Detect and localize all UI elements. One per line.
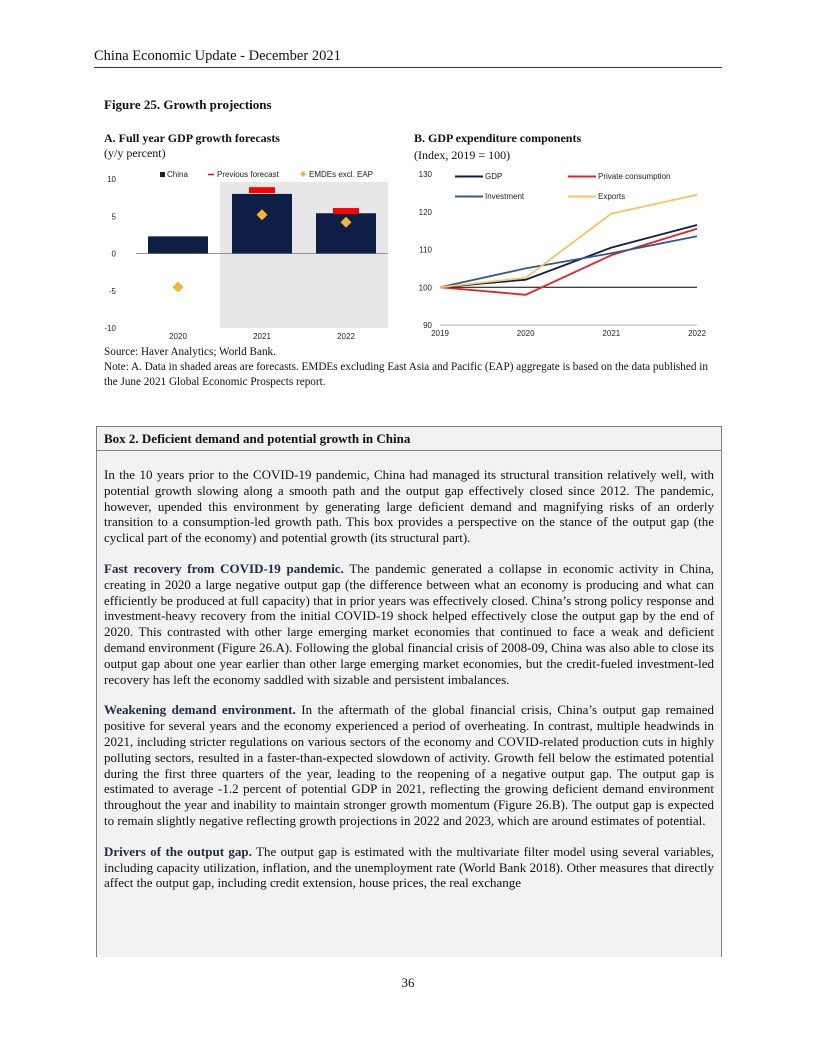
marker-previous-forecast bbox=[333, 208, 359, 214]
x-tick-label: 2021 bbox=[602, 329, 621, 338]
box-paragraph bbox=[104, 561, 714, 687]
box-paragraph-text: The pandemic generated a collapse in economic activity in China, creating in 2020 a large negative output gap (the difference between what an economy is producing and what can efficiently be produced at full capacity) that in prior years was effectively closed. China’s strong policy response and investment-heavy recovery from the initial COVID-19 shock helped effectively close the output gap by the end of 2020. This contrasted with other large emerging market economies that continued to face a weak and deficient demand environment (Figure 26.A). Following the global financial crisis of 2008-09, China was also able to close its output gap about one year earlier than other large emerging market economies, but the credit-fueled investment-led recovery has left the economy saddled with sizable and persistent imbalances. bbox=[104, 560, 714, 687]
y-tick-label: 0 bbox=[111, 249, 116, 259]
y-tick-label: -5 bbox=[108, 286, 116, 296]
series-line-investment bbox=[440, 236, 697, 287]
panel-a-title: A. Full year GDP growth forecasts bbox=[104, 131, 280, 145]
y-tick-label: -10 bbox=[104, 324, 116, 333]
y-tick-label: 5 bbox=[111, 212, 116, 222]
x-tick-label: 2022 bbox=[688, 329, 706, 338]
box-paragraph bbox=[104, 844, 714, 891]
y-tick-label: 10 bbox=[107, 175, 116, 184]
figure-note: Note: A. Data in shaded areas are forecasts. EMDEs excluding East Asia and Pacific (EAP) aggregate is based on the data published in the June 2021 Global Economic Prospects report. bbox=[104, 361, 708, 388]
figure-title: Figure 25. Growth projections bbox=[104, 97, 272, 112]
gdp-expenditure-chart bbox=[408, 166, 718, 346]
series-line-private-consumption bbox=[440, 229, 697, 295]
y-tick-label: 120 bbox=[418, 207, 432, 217]
panel-b-subtitle: (Index, 2019 = 100) bbox=[414, 148, 511, 162]
box-paragraph bbox=[104, 467, 714, 546]
box-paragraph bbox=[104, 702, 714, 828]
legend-label: Previous forecast bbox=[217, 170, 279, 179]
box-paragraph-lead: Drivers of the output gap. bbox=[104, 843, 252, 859]
box-paragraph-text: In the 10 years prior to the COVID-19 pandemic, China had managed its structural transition relatively well, with potential growth slowing along a smooth path and the output gap effectively closed since 2012. The pandemic, however, upended this environment by generating large deficient demand and magnifying risks of an orderly transition to a consumption-led growth path. This box provides a perspective on the stance of the output gap (the cyclical part of the economy) and potential growth (its structural part). bbox=[104, 467, 714, 546]
box-paragraph-lead: Fast recovery from COVID-19 pandemic. bbox=[104, 560, 344, 576]
legend-swatch-china bbox=[160, 172, 165, 177]
gdp-growth-forecast-chart bbox=[98, 166, 398, 346]
legend-label: Investment bbox=[485, 192, 525, 201]
panel-b-title: B. GDP expenditure components bbox=[414, 131, 582, 145]
x-tick-label: 2019 bbox=[431, 329, 449, 338]
x-tick-label: 2021 bbox=[253, 332, 271, 341]
y-tick-label: 90 bbox=[423, 321, 432, 330]
legend-label: EMDEs excl. EAP bbox=[309, 170, 374, 179]
page-number: 36 bbox=[401, 975, 415, 990]
x-tick-label: 2020 bbox=[516, 329, 535, 338]
y-tick-label: 100 bbox=[418, 283, 432, 293]
box-paragraph-text: The output gap is estimated with the multivariate filter model using several variables, including capacity utilization, inflation, and the unemployment rate (World Bank 2018). Other measures that directly affect the output gap, including credit extension, house prices, the real exchange bbox=[104, 843, 715, 891]
box-paragraph-lead: Weakening demand environment. bbox=[104, 702, 296, 718]
legend-label: China bbox=[167, 170, 188, 179]
legend-label: Exports bbox=[598, 192, 626, 201]
box-body bbox=[97, 467, 721, 891]
bar-china bbox=[148, 236, 208, 253]
x-tick-label: 2022 bbox=[337, 332, 355, 341]
panel-a-subtitle: (y/y percent) bbox=[104, 146, 166, 160]
legend-swatch-emdes bbox=[300, 171, 306, 177]
marker-previous-forecast bbox=[249, 187, 275, 193]
marker-emdes-excl-eap bbox=[173, 282, 184, 293]
figure-source-notes bbox=[104, 345, 716, 390]
figure-source: Source: Haver Analytics; World Bank. bbox=[104, 346, 276, 358]
running-header: China Economic Update - December 2021 bbox=[94, 48, 722, 68]
box-paragraph-text: In the aftermath of the global financial crisis, China’s output gap remained positive for several years and the economy experienced a period of overheating. In contrast, multiple headwinds in 2021, including stricter regulations on various sectors of the economy and COVID-related production cuts in highly polluting sectors, resulted in a faster-than-expected slowdown of activity. Growth fell below the estimated potential during the first three quarters of the year, leading to the reopening of a negative output gap. The output gap is estimated to average -1.2 percent of potential GDP in 2021, reflecting the growing deficient demand environment throughout the year and inability to maintain stronger growth momentum (Figure 26.B). The output gap is expected to remain slightly negative reflecting growth projections in 2022 and 2023, which are around estimates of potential. bbox=[104, 702, 714, 828]
legend-label: GDP bbox=[485, 172, 503, 181]
y-tick-label: 130 bbox=[418, 170, 432, 179]
box-2 bbox=[96, 426, 722, 957]
box-title: Box 2. Deficient demand and potential growth in China bbox=[97, 427, 721, 451]
y-tick-label: 110 bbox=[419, 245, 432, 255]
legend-label: Private consumption bbox=[598, 172, 671, 181]
bar-china bbox=[232, 194, 292, 254]
x-tick-label: 2020 bbox=[169, 332, 187, 341]
